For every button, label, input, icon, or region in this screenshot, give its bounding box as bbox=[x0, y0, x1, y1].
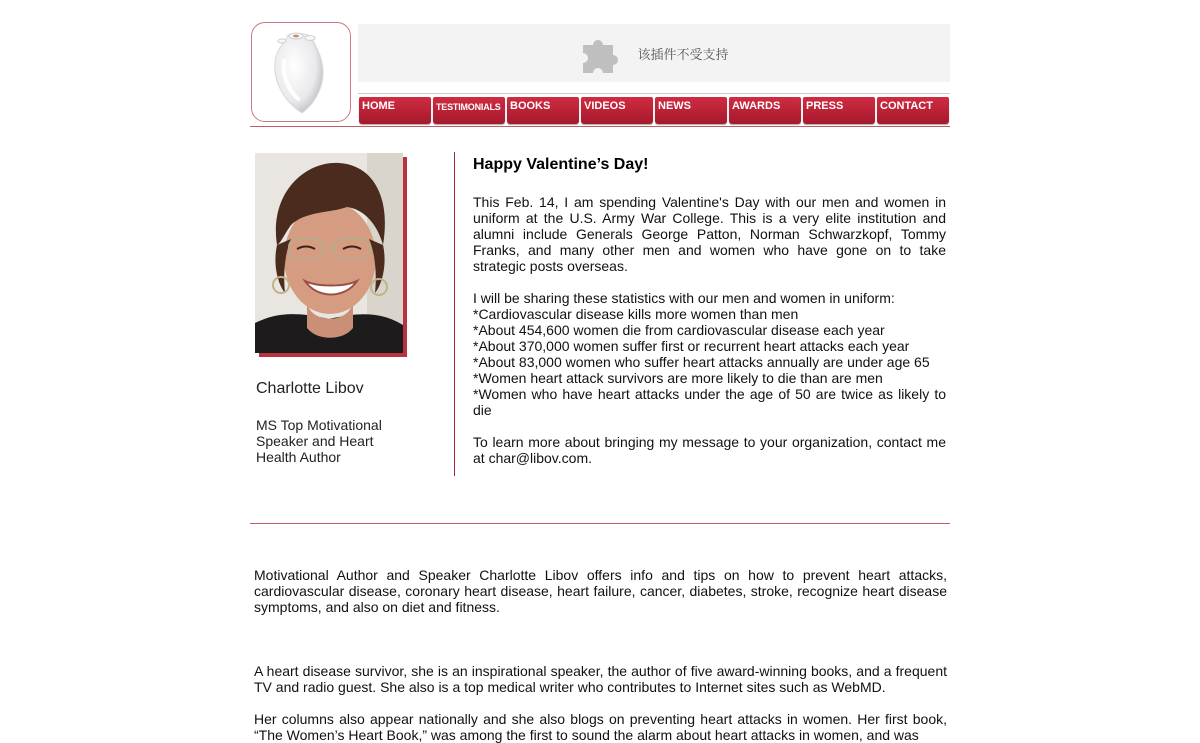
stats-lead: I will be sharing these statistics with our men and women in uniform: bbox=[473, 290, 895, 306]
puzzle-piece-icon bbox=[579, 31, 623, 75]
bottom-paragraph-1: Motivational Author and Speaker Charlotte Libov offers info and tips on how to prevent heart attacks, cardiovascular disease, coronary heart disease, heart failure, cancer, diabetes, stroke, recognize heart disease symptoms, and also on diet and fitness. bbox=[254, 567, 947, 615]
heart-vase-logo-icon bbox=[252, 23, 350, 121]
bottom-paragraph-2: A heart disease survivor, she is an inspirational speaker, the author of five award-winning books, and a frequent TV and radio guest. She also is a top medical writer who contributes to Internet sites such as WebMD. bbox=[254, 663, 947, 695]
content-divider bbox=[250, 523, 950, 524]
stat-item: *Women heart attack survivors are more likely to die than are men bbox=[473, 370, 883, 386]
header-divider bbox=[250, 126, 950, 127]
bottom-paragraph-3: Her columns also appear nationally and she also blogs on preventing heart attacks in women. Her first book, “The Women’s Heart Book,” was among the first to sound the alarm about heart attacks in women, and was bbox=[254, 711, 947, 743]
unsupported-plugin-placeholder bbox=[358, 24, 950, 82]
profile-photo bbox=[255, 153, 403, 353]
nav-books[interactable]: BOOKS bbox=[507, 97, 579, 124]
article-stats bbox=[473, 290, 946, 418]
column-divider bbox=[454, 152, 455, 476]
article bbox=[473, 155, 946, 482]
main-navigation bbox=[358, 93, 950, 124]
stat-item: *About 83,000 women who suffer heart attacks annually are under age 65 bbox=[473, 354, 930, 370]
nav-home[interactable]: HOME bbox=[359, 97, 431, 124]
nav-videos[interactable]: VIDEOS bbox=[581, 97, 653, 124]
nav-awards[interactable]: AWARDS bbox=[729, 97, 801, 124]
article-intro: This Feb. 14, I am spending Valentine's Day with our men and women in uniform at the U.S. Army War College. This is a very elite institution and alumni include Generals George Patton, Norman Schwarzkopf, Tommy Franks, and many other men and women who have gone on to take strategic posts overseas. bbox=[473, 194, 946, 274]
stat-item: *About 454,600 women die from cardiovascular disease each year bbox=[473, 322, 885, 338]
stat-item: *Cardiovascular disease kills more women than men bbox=[473, 306, 799, 322]
stat-item: *About 370,000 women suffer first or recurrent heart attacks each year bbox=[473, 338, 910, 354]
article-contact: To learn more about bringing my message to your organization, contact me at char@libov.com. bbox=[473, 434, 946, 466]
site-logo[interactable] bbox=[251, 22, 351, 122]
article-title: Happy Valentine’s Day! bbox=[473, 156, 649, 173]
stat-item: *Women who have heart attacks under the age of 50 are twice as likely to die bbox=[473, 386, 946, 418]
profile-name: Charlotte Libov bbox=[256, 380, 364, 397]
nav-testimonials[interactable]: TESTIMONIALS bbox=[433, 97, 505, 124]
nav-news[interactable]: NEWS bbox=[655, 97, 727, 124]
profile-role: MS Top Motivational Speaker and Heart Health Author bbox=[256, 417, 382, 465]
portrait-illustration bbox=[255, 153, 403, 353]
plugin-unsupported-message: 该插件不受支持 bbox=[637, 46, 729, 62]
nav-press[interactable]: PRESS bbox=[803, 97, 875, 124]
nav-contact[interactable]: CONTACT bbox=[877, 97, 949, 124]
